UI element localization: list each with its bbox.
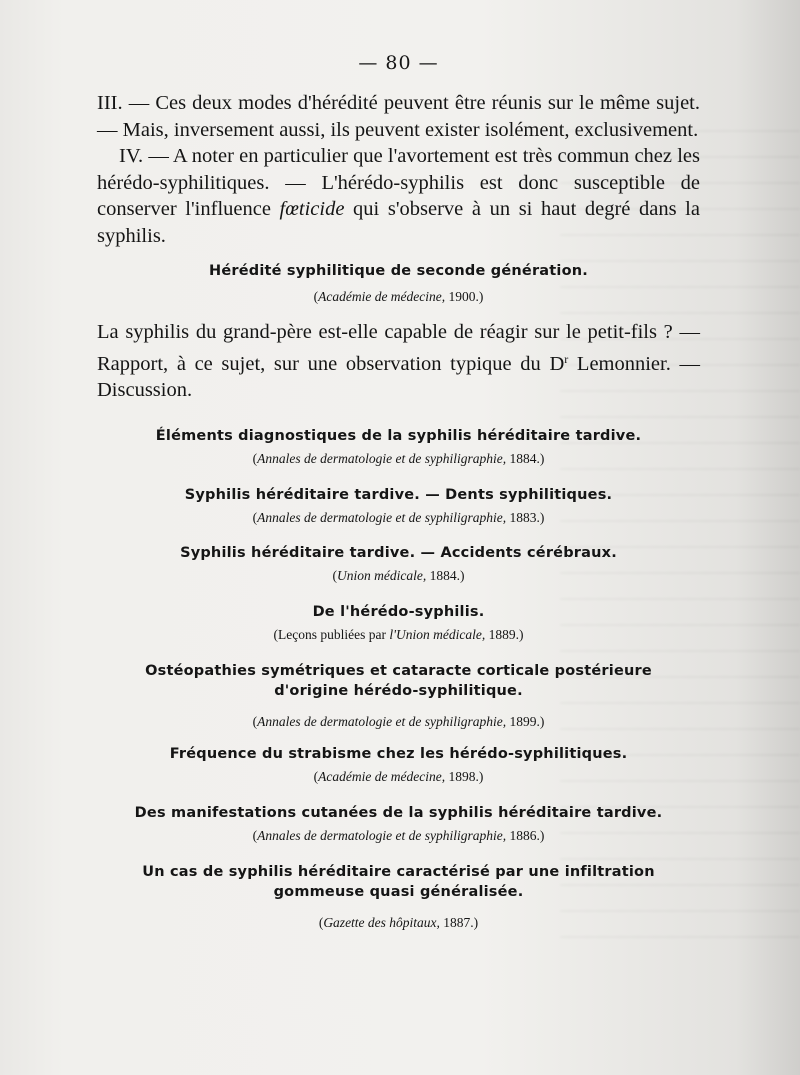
source-journal: Académie de médecine,: [318, 768, 446, 784]
section-source: [97, 713, 700, 731]
section-title: De l'hérédo-syphilis.: [312, 603, 485, 620]
source-open: (: [252, 450, 258, 466]
paragraph-iv: [97, 143, 700, 249]
section-source: [97, 914, 700, 932]
section-title: Fréquence du strabisme chez les hérédo-syphilitiques.: [169, 745, 628, 762]
section-7: [97, 744, 700, 786]
source-open: (Leçons publiées par: [273, 626, 390, 642]
page-number: — 80 —: [358, 52, 439, 74]
source-year: 1884.): [426, 567, 465, 583]
section-title: Des manifestations cutanées de la syphilis héréditaire tardive.: [134, 804, 663, 821]
source-open: (: [313, 289, 319, 304]
section-title: Syphilis héréditaire tardive. — Dents syphilitiques.: [184, 486, 613, 503]
source-journal: Gazette des hôpitaux,: [323, 914, 440, 930]
source-open: (: [252, 713, 258, 729]
section-source: [97, 626, 700, 644]
section-body-text: La syphilis du grand-père est-elle capable de réagir sur le petit-fils ? — Rapport, à ce sujet, sur une observation typique du D: [97, 321, 700, 375]
section-body-end: Lemonnier. — Discussion.: [97, 352, 700, 401]
source-year: 1887.): [439, 914, 479, 930]
source-journal: Annales de dermatologie et de syphiligraphie,: [257, 827, 507, 843]
source-journal: Académie de médecine,: [318, 289, 446, 304]
source-year: 1900.): [445, 289, 484, 304]
source-year: 1883.): [506, 509, 545, 525]
section-title: Hérédité syphilitique de seconde génération.: [209, 263, 588, 279]
source-year: 1898.): [445, 768, 484, 784]
source-open: (: [252, 827, 258, 843]
section-title: Éléments diagnostiques de la syphilis héréditaire tardive.: [155, 427, 642, 444]
section-source: [97, 288, 700, 306]
source-open: (: [318, 914, 324, 930]
section-1: [97, 261, 700, 404]
source-year: 1899.): [506, 713, 545, 729]
source-open: (: [252, 509, 258, 525]
section-5: [97, 602, 700, 644]
page-text: [97, 52, 700, 932]
section-4: [97, 543, 700, 585]
source-journal: Annales de dermatologie et de syphiligraphie,: [257, 509, 507, 525]
section-title: Syphilis héréditaire tardive. — Accidents cérébraux.: [180, 544, 617, 561]
section-source: [97, 450, 700, 468]
section-body: [97, 319, 700, 404]
section-source: [97, 768, 700, 786]
paragraph-iv-part2: qui s'observe à un si haut degré dans la syphilis.: [97, 198, 700, 247]
section-title: Un cas de syphilis héréditaire caractérisé par une infiltration gommeuse quasi généralisée.: [142, 863, 655, 900]
source-year: 1889.): [485, 626, 524, 642]
source-journal: Union médicale,: [337, 567, 427, 583]
superscript: r: [564, 351, 569, 366]
source-journal: l'Union médicale,: [389, 626, 486, 642]
source-year: 1884.): [506, 450, 545, 466]
section-2: [97, 426, 700, 468]
source-open: (: [332, 567, 337, 583]
section-source: [97, 567, 700, 585]
section-3: [97, 485, 700, 527]
section-title: Ostéopathies symétriques et cataracte corticale postérieure d'origine hérédo-syphilitique.: [145, 662, 652, 699]
paragraph-iv-part1: IV. — A noter en particulier que l'avortement est très commun chez les hérédo-syphilitiques. — L'hérédo-syphilis est donc susceptible de conserver l'influence: [97, 145, 700, 220]
source-year: 1886.): [506, 827, 545, 843]
source-journal: Annales de dermatologie et de syphiligraphie,: [257, 450, 507, 466]
section-9: [97, 862, 700, 932]
source-open: (: [313, 768, 319, 784]
paragraph-iii: III. — Ces deux modes d'hérédité peuvent être réunis sur le même sujet. — Mais, inversement aussi, ils peuvent exister isolément, exclusivement.: [97, 92, 700, 141]
section-8: [97, 803, 700, 845]
section-source: [97, 827, 700, 845]
section-source: [97, 509, 700, 527]
section-6: [97, 661, 700, 731]
paragraph-iv-emphasis: fœticide: [279, 198, 345, 220]
source-journal: Annales de dermatologie et de syphiligraphie,: [257, 713, 507, 729]
